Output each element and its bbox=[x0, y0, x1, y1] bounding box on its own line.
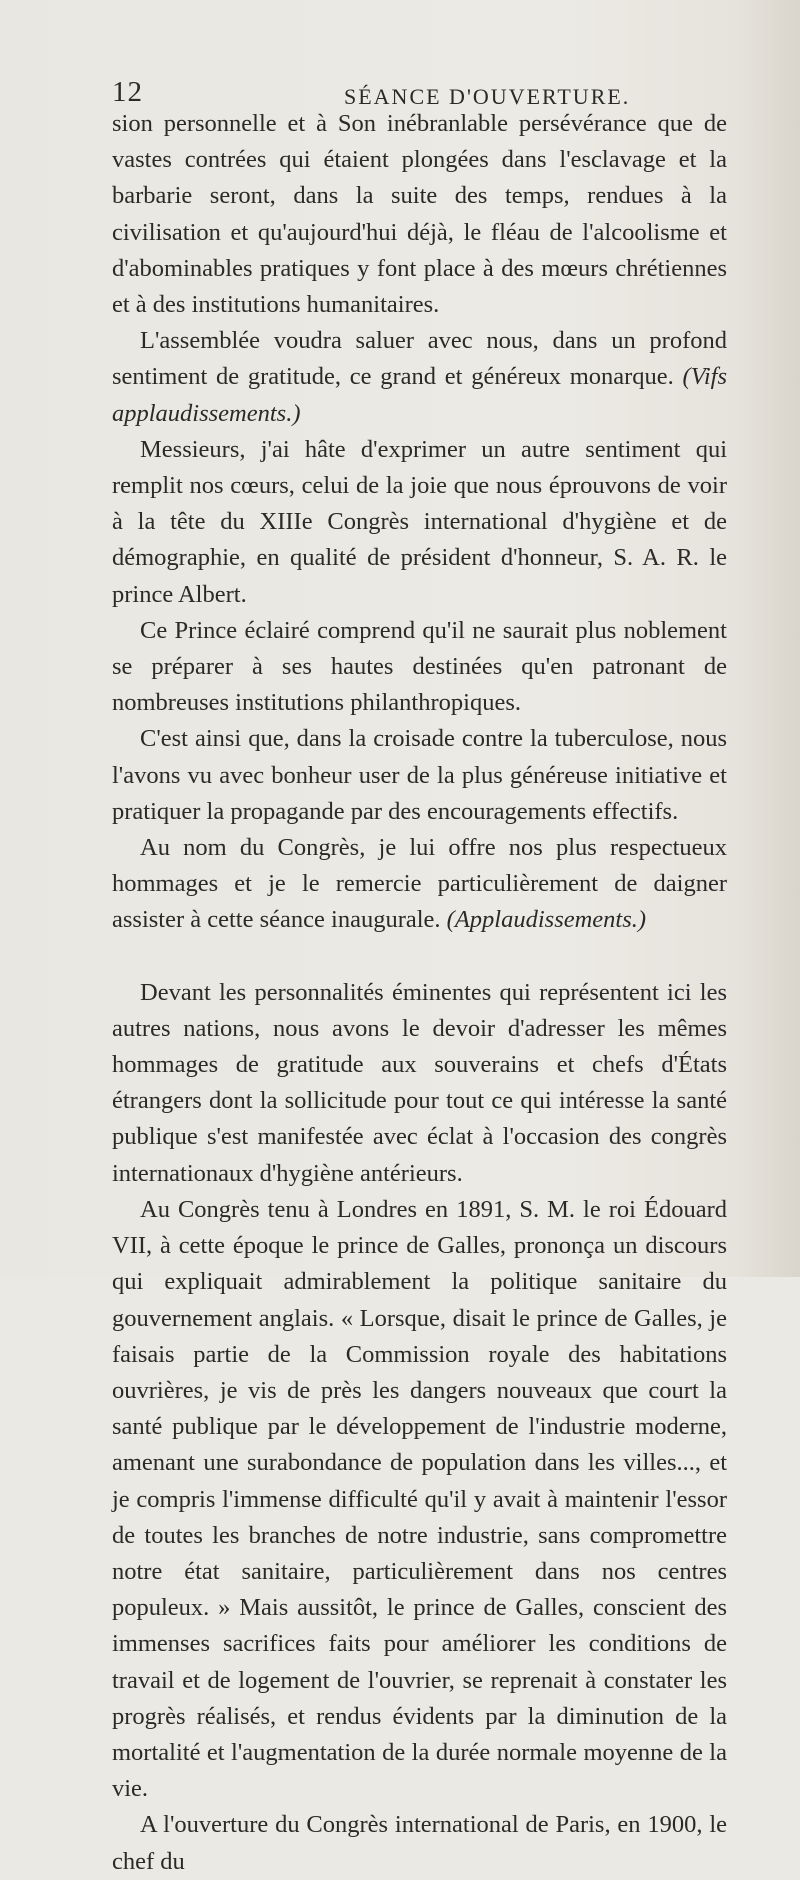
applause-note: (Applaudissements.) bbox=[446, 906, 647, 934]
paragraph-8: Au Congrès tenu à Londres en 1891, S. M. le roi Édouard VII, à cette époque le prince de Galles, prononça un discours qui expliquait admirablement la politique sanitaire du gouvernement anglais. « Lorsque, disait le prince de Galles, je faisais partie de la Commission royale des habitations ouvrières, je vis de près les dangers nouveaux que court la santé publique par le développement de l'industrie moderne, amenant une surabondance de population dans les villes..., et je compris l'immense difficulté qu'il y avait à maintenir l'essor de toutes les branches de notre industrie, sans compromettre notre état sanitaire, particulièrement dans nos centres populeux. » Mais aussitôt, le prince de Galles, conscient des immenses sacrifices faits pour améliorer les conditions de travail et de logement de l'ouvrier, se reprenait à constater les progrès réalisés, et rendus évidents par la diminution de la mortalité et l'augmentation de la durée normale moyenne de la vie. bbox=[112, 1195, 727, 1803]
body-text bbox=[112, 106, 727, 1880]
paragraph-6: Au nom du Congrès, je lui offre nos plus respectueux hommages et je le remercie particulièrement de daigner assister à cette séance inaugurale. (Applaudissements.) bbox=[112, 834, 727, 934]
applause-note: (Vifs applaudissements.) bbox=[112, 363, 727, 427]
paragraph-7: Devant les personnalités éminentes qui représentent ici les autres nations, nous avons le devoir d'adresser les mêmes hommages de gratitude aux souverains et chefs d'États étrangers dont la sollicitude pour tout ce qui intéresse la santé publique s'est manifestée avec éclat à l'occasion des congrès internationaux d'hygiène antérieurs. bbox=[112, 978, 727, 1187]
page-header bbox=[92, 76, 760, 110]
paragraph-3: Messieurs, j'ai hâte d'exprimer un autre sentiment qui remplit nos cœurs, celui de la joie que nous éprouvons de voir à la tête du XIIIe Congrès international d'hygiène et de démographie, en qualité de président d'honneur, S. A. R. le prince Albert. bbox=[112, 435, 727, 608]
page-number: 12 bbox=[112, 76, 143, 108]
running-head: SÉANCE D'OUVERTURE. bbox=[344, 84, 631, 109]
paragraph-2: L'assemblée voudra saluer avec nous, dans un profond sentiment de gratitude, ce grand et généreux monarque. (Vifs applaudissements.) bbox=[112, 327, 727, 427]
paragraph-4: Ce Prince éclairé comprend qu'il ne saurait plus noblement se préparer à ses hautes destinées qu'en patronant de nombreuses institutions philanthropiques. bbox=[112, 616, 727, 717]
paragraph-1: sion personnelle et à Son inébranlable persévérance que de vastes contrées qui étaient plongées dans l'esclavage et la barbarie seront, dans la suite des temps, rendues à la civilisation et qu'aujourd'hui déjà, le fléau de l'alcoolisme et d'abominables pratiques y font place à des mœurs chrétiennes et à des institutions humanitaires. bbox=[112, 110, 727, 319]
paragraph-5: C'est ainsi que, dans la croisade contre la tuberculose, nous l'avons vu avec bonheur user de la plus généreuse initiative et pratiquer la propagande par des encouragements effectifs. bbox=[112, 725, 727, 825]
paragraph-9: A l'ouverture du Congrès international de Paris, en 1900, le chef du bbox=[112, 1811, 727, 1875]
